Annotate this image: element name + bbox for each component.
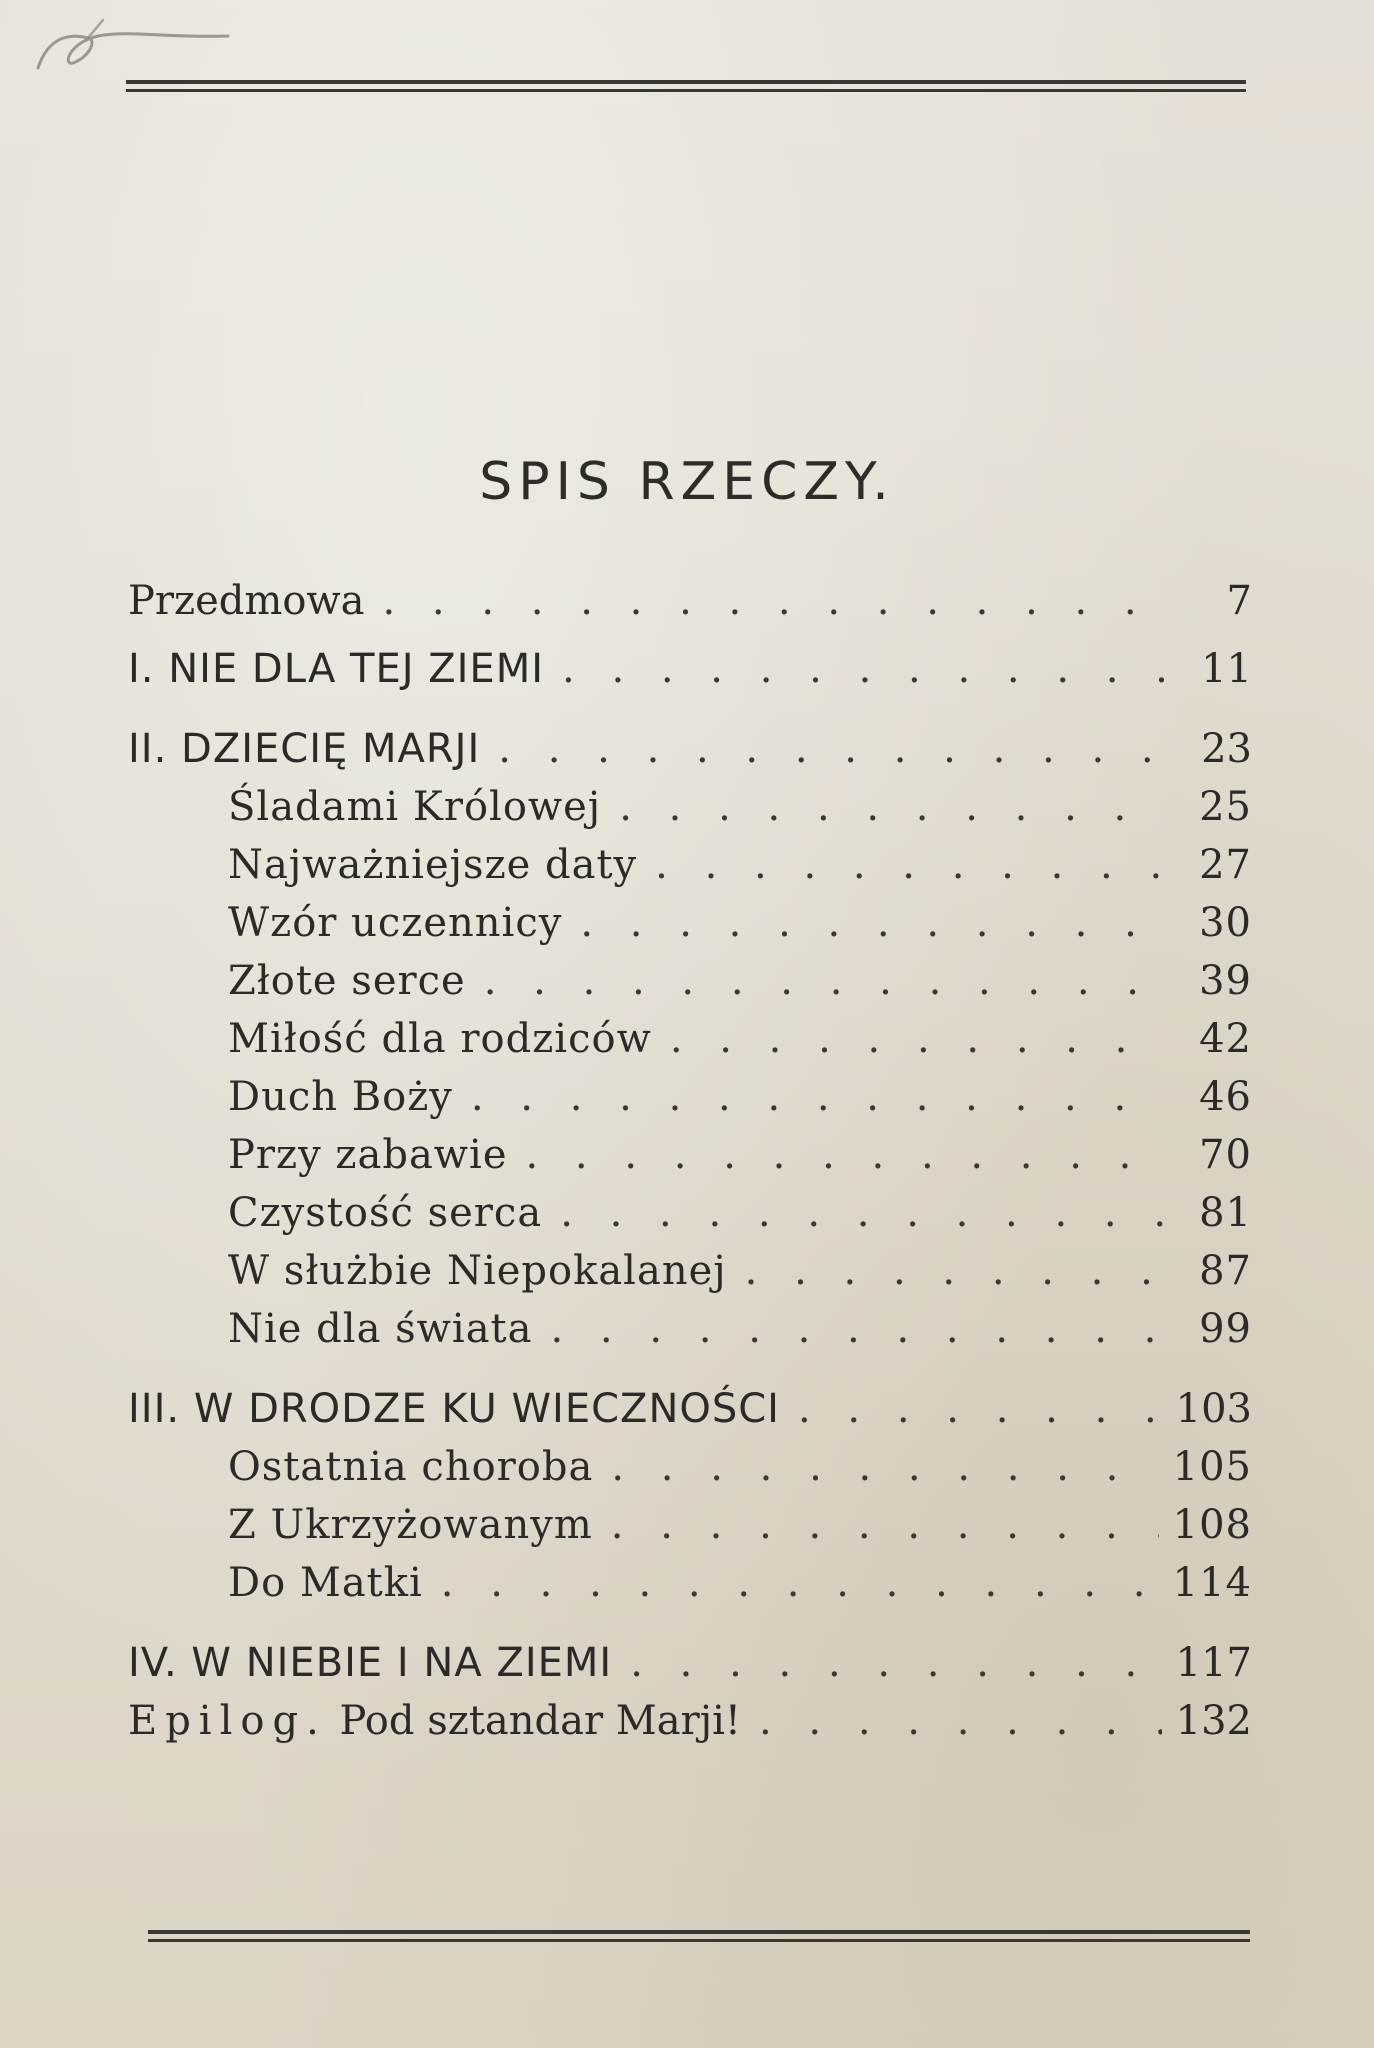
toc-chapter [128, 640, 1252, 698]
toc-entry-page: 103 [1175, 1386, 1252, 1432]
toc-entry-page: 117 [1175, 1640, 1252, 1686]
dot-leader [484, 952, 1166, 1010]
toc-entry-page: 46 [1199, 1074, 1252, 1120]
toc-subentry [128, 778, 1252, 836]
dot-leader [526, 1126, 1167, 1184]
dot-leader [471, 1068, 1166, 1126]
dot-leader [441, 1554, 1159, 1612]
toc-entry-label [128, 1692, 741, 1750]
toc-chapter [128, 1380, 1252, 1438]
toc-subentry [128, 1438, 1252, 1496]
dot-leader [745, 1242, 1166, 1300]
toc-subentry [128, 952, 1252, 1010]
toc-entry-page: 25 [1199, 784, 1252, 830]
toc-entry-page: 105 [1172, 1444, 1252, 1490]
toc-entry-page: 27 [1199, 842, 1252, 888]
dot-leader [798, 1380, 1162, 1438]
top-double-rule [126, 80, 1246, 94]
toc-entry-label: Nie dla świata [228, 1306, 533, 1352]
dot-leader [562, 640, 1166, 698]
dot-leader [655, 836, 1166, 894]
dot-leader [619, 778, 1166, 836]
toc-entry-label: III. W DRODZE KU WIECZNOŚCI [128, 1386, 780, 1432]
toc-subentry [128, 1068, 1252, 1126]
toc-subentry [128, 836, 1252, 894]
toc-subentry [128, 1010, 1252, 1068]
toc-entry-label: Wzór uczennicy [228, 900, 563, 946]
toc-entry-label: II. DZIECIĘ MARJI [128, 726, 481, 772]
toc-entry-page: 108 [1172, 1502, 1252, 1548]
pencil-mark [28, 8, 238, 88]
toc-entry-page: 30 [1199, 900, 1252, 946]
toc-subentry [128, 894, 1252, 952]
table-of-contents [128, 572, 1252, 1750]
dot-leader [580, 894, 1166, 952]
dot-leader [550, 1300, 1166, 1358]
epilog-prefix: Epilog. [128, 1698, 327, 1744]
dot-leader [630, 1634, 1161, 1692]
toc-entry-label: Najważniejsze daty [228, 842, 638, 888]
toc-entry-label: Czystość serca [228, 1190, 543, 1236]
toc-subentry [128, 1126, 1252, 1184]
toc-entry-label: Ostatnia choroba [228, 1444, 594, 1490]
toc-subentry [128, 1496, 1252, 1554]
toc-entry-label: Śladami Królowej [228, 784, 602, 830]
toc-entry-label: Z Ukrzyżowanym [228, 1502, 593, 1548]
page-title: SPIS RZECZY. [479, 452, 895, 512]
dot-leader [759, 1692, 1162, 1750]
toc-entry-page: 99 [1199, 1306, 1252, 1352]
toc-entry-page: 114 [1172, 1560, 1252, 1606]
toc-entry-label: Duch Boży [228, 1074, 453, 1120]
dot-leader [611, 1496, 1159, 1554]
toc-entry-page: 87 [1199, 1248, 1252, 1294]
toc-entry-label: IV. W NIEBIE I NA ZIEMI [128, 1640, 613, 1686]
dot-leader [611, 1438, 1158, 1496]
toc-entry-label: Przy zabawie [228, 1132, 508, 1178]
dot-leader [560, 1184, 1166, 1242]
dot-leader [670, 1010, 1166, 1068]
toc-entry-label: Przedmowa [128, 578, 365, 624]
toc-subentry [128, 1300, 1252, 1358]
epilog-title: Pod sztandar Marji! [339, 1698, 741, 1744]
toc-entry-page: 23 [1201, 726, 1252, 772]
toc-entry-label: Miłość dla rodziców [228, 1016, 652, 1062]
toc-subentry [128, 1554, 1252, 1612]
toc-chapter [128, 1634, 1252, 1692]
toc-entry-page: 81 [1199, 1190, 1252, 1236]
bottom-double-rule [148, 1930, 1250, 1944]
toc-entry-label: I. NIE DLA TEJ ZIEMI [128, 646, 545, 692]
toc-subentry [128, 1242, 1252, 1300]
toc-entry-page: 70 [1199, 1132, 1252, 1178]
toc-entry-page: 42 [1199, 1016, 1252, 1062]
toc-entry-page: 132 [1175, 1698, 1252, 1744]
toc-subentry [128, 1184, 1252, 1242]
toc-entry-label: Złote serce [228, 958, 466, 1004]
toc-entry-page: 7 [1226, 578, 1252, 624]
toc-entry-page: 39 [1199, 958, 1252, 1004]
dot-leader [382, 572, 1166, 630]
toc-entry [128, 572, 1252, 630]
toc-entry-label: W służbie Niepokalanej [228, 1248, 727, 1294]
toc-epilog [128, 1692, 1252, 1750]
dot-leader [498, 720, 1166, 778]
toc-entry-label: Do Matki [228, 1560, 423, 1606]
toc-entry-page: 11 [1201, 646, 1252, 692]
toc-chapter [128, 720, 1252, 778]
